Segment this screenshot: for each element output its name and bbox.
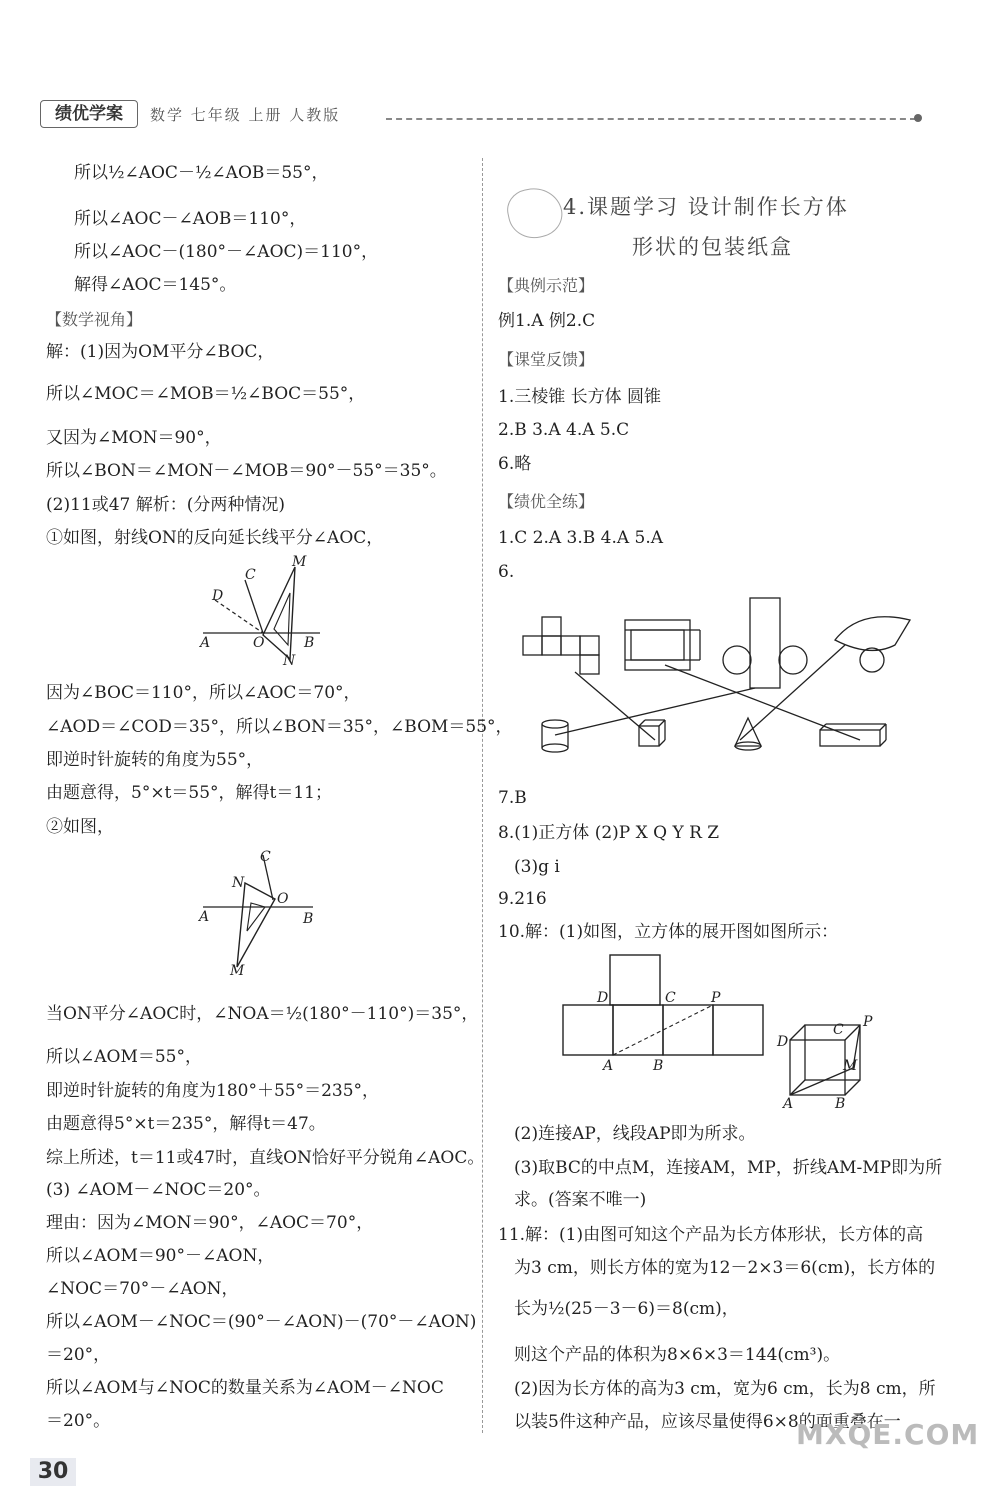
left-line: 解：(1)因为OM平分∠BOC，: [46, 342, 275, 362]
fig2-label-b: B: [303, 911, 314, 927]
right-line: 9.216: [498, 889, 547, 909]
left-line: ＝20°。: [46, 1411, 111, 1431]
left-line: 所以½∠AOC－½∠AOB＝55°，: [74, 163, 329, 183]
left-line: 即逆时针旋转的角度为55°，: [46, 750, 264, 770]
fig2-label-n: N: [232, 875, 245, 891]
left-line: 所以∠AOM＝55°，: [46, 1047, 202, 1067]
section-heading-view: 【数学视角】: [46, 310, 143, 329]
cube-net-figure: [555, 950, 770, 1080]
section-heading-feedback: 【课堂反馈】: [498, 350, 595, 369]
header-subtitle: 数学 七年级 上册 人教版: [150, 106, 341, 124]
lesson-title-line2: 形状的包装纸盒: [632, 235, 793, 259]
right-line: 例1.A 例2.C: [498, 311, 596, 331]
right-line: 2.B 3.A 4.A 5.C: [498, 420, 630, 440]
right-line: (3)g i: [514, 857, 560, 877]
fig1-label-d: D: [212, 588, 224, 604]
fig2-label-a: A: [199, 909, 210, 925]
right-line: 1.C 2.A 3.B 4.A 5.A: [498, 528, 664, 548]
right-line: 求。(答案不唯一): [514, 1190, 647, 1210]
cube-label-d: D: [777, 1034, 789, 1050]
fig2-label-m: M: [230, 963, 245, 979]
fig1-label-c: C: [245, 567, 256, 583]
section-heading-example: 【典例示范】: [498, 276, 595, 295]
watermark: MXQE.COM: [796, 1418, 980, 1451]
left-line: 因为∠BOC＝110°，所以∠AOC＝70°，: [46, 683, 361, 703]
right-line: 则这个产品的体积为8×6×3＝144(cm³)。: [514, 1345, 841, 1365]
net-label-d: D: [597, 990, 609, 1006]
brand-logo: 绩优学案: [40, 100, 138, 128]
left-line: 所以∠AOC－∠AOB＝110°，: [74, 209, 307, 229]
cube-figure: [775, 1010, 885, 1110]
net-label-p: P: [711, 990, 721, 1006]
left-line: 又因为∠MON＝90°，: [46, 428, 222, 448]
net-label-b: B: [653, 1058, 664, 1074]
left-line: 所以∠AOC－(180°－∠AOC)＝110°，: [74, 242, 379, 262]
lesson-badge-icon: [503, 183, 566, 243]
fig2-label-o: O: [277, 891, 289, 907]
net-label-a: A: [603, 1058, 614, 1074]
right-line: (2)连接AP，线段AP即为所求。: [514, 1124, 756, 1144]
left-line: 所以∠AOM＝90°－∠AON，: [46, 1246, 275, 1266]
section-heading-practice: 【绩优全练】: [498, 492, 595, 511]
right-line: 6.: [498, 562, 515, 582]
left-line: 由题意得5°×t＝235°，解得t＝47。: [46, 1114, 326, 1134]
right-line: 为3 cm，则长方体的宽为12－2×3＝6(cm)，长方体的: [514, 1258, 936, 1278]
left-line: 当ON平分∠AOC时，∠NOA＝½(180°－110°)＝35°，: [46, 1004, 479, 1024]
left-line: 即逆时针旋转的角度为180°＋55°＝235°，: [46, 1081, 380, 1101]
cube-label-m: M: [843, 1058, 858, 1074]
figure-angle-1: [195, 555, 335, 670]
right-line: 8.(1)正方体 (2)P X Q Y R Z: [498, 823, 720, 843]
left-line: ②如图，: [46, 817, 114, 837]
left-line: 所以∠MOC＝∠MOB＝½∠BOC＝55°，: [46, 384, 366, 404]
figure-angle-2: [195, 845, 335, 980]
fig1-label-o: O: [253, 635, 265, 651]
matching-figure: [515, 590, 925, 755]
right-line: 1.三棱锥 长方体 圆锥: [498, 387, 662, 407]
column-divider: [482, 158, 483, 1433]
right-line: (3)取BC的中点M，连接AM，MP，折线AM-MP即为所: [514, 1158, 943, 1178]
header-dot: [914, 114, 922, 122]
left-line: ＝20°，: [46, 1345, 111, 1365]
net-label-c: C: [665, 990, 676, 1006]
left-line: 所以∠AOM与∠NOC的数量关系为∠AOM－∠NOC: [46, 1378, 444, 1398]
right-line: (2)因为长方体的高为3 cm，宽为6 cm，长为8 cm，所: [514, 1379, 936, 1399]
right-line: 6.略: [498, 454, 532, 474]
right-line: 以装5件这种产品，应该尽量使得6×8的面重叠在一: [514, 1412, 901, 1432]
fig1-label-a: A: [200, 635, 211, 651]
left-line: 所以∠BON＝∠MON－∠MOB＝90°－55°＝35°。: [46, 461, 447, 481]
right-line: 长为½(25－3－6)＝8(cm)，: [514, 1299, 739, 1319]
left-line: 理由：因为∠MON＝90°，∠AOC＝70°，: [46, 1213, 374, 1233]
cube-label-p: P: [863, 1014, 873, 1030]
fig1-label-m: M: [292, 555, 307, 570]
left-line: 综上所述，t＝11或47时，直线ON恰好平分锐角∠AOC。: [46, 1148, 485, 1168]
right-line: 10.解：(1)如图，立方体的展开图如图所示：: [498, 922, 839, 942]
right-line: 11.解：(1)由图可知这个产品为长方体形状，长方体的高: [498, 1225, 924, 1245]
left-line: 所以∠AOM－∠NOC＝(90°－∠AON)－(70°－∠AON): [46, 1312, 477, 1332]
fig2-label-c: C: [260, 849, 271, 865]
left-line: 由题意得，5°×t＝55°，解得t＝11；: [46, 783, 332, 803]
left-line: 解得∠AOC＝145°。: [74, 275, 237, 295]
left-line: ①如图，射线ON的反向延长线平分∠AOC，: [46, 528, 384, 548]
right-line: 7.B: [498, 788, 527, 808]
fig1-label-n: N: [283, 653, 296, 669]
left-line: ∠AOD＝∠COD＝35°，所以∠BON＝35°，∠BOM＝55°，: [46, 717, 513, 737]
cube-label-b: B: [835, 1096, 846, 1110]
page-number: 30: [30, 1458, 76, 1486]
left-line: (3) ∠AOM－∠NOC＝20°。: [46, 1180, 271, 1200]
cube-label-c: C: [833, 1022, 844, 1038]
left-line: (2)11或47 解析：(分两种情况): [46, 495, 286, 515]
cube-label-a: A: [783, 1096, 794, 1110]
left-line: ∠NOC＝70°－∠AON，: [46, 1279, 239, 1299]
lesson-title-line1: 4.课题学习 设计制作长方体: [563, 195, 849, 219]
fig1-label-b: B: [304, 635, 315, 651]
header-rule: [386, 118, 916, 120]
